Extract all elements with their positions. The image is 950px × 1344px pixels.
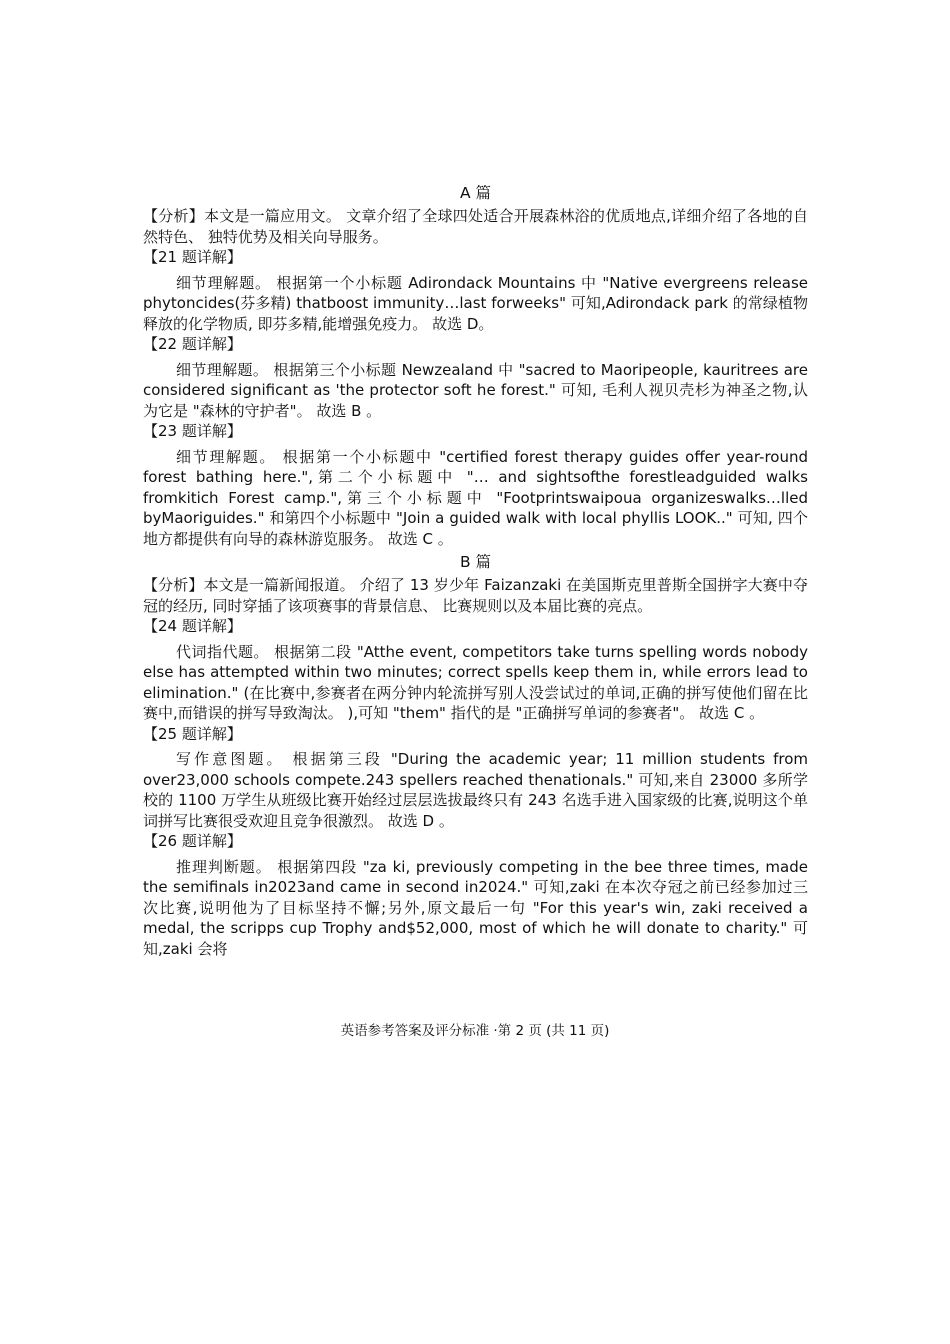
q22-heading: 【22 题详解】 xyxy=(143,335,242,353)
q24-heading: 【24 题详解】 xyxy=(143,617,242,635)
q26-body: 推理判断题。 根据第四段 "za ki, previously competing in the bee three times, made the semifinals in2023and came in second in2024." 可知,zaki 在本次夺冠之前已经参加过三次比赛,说明他为了目标坚持不懈;另外,原文最后一句 "For this year's win, zaki received a medal, the scripps cup Trophy and$52,000, most of which he will donate to charity." 可知,zaki 会将 xyxy=(143,857,808,958)
q21-heading: 【21 题详解】 xyxy=(143,248,242,266)
q26-heading: 【26 题详解】 xyxy=(143,832,242,850)
q22-body: 细节理解题。 根据第三个小标题 Newzealand 中 "sacred to Maoripeople, kauritrees are considered significant as 'the protector soft he forest." 可知, 毛利人视贝壳杉为神圣之物,认为它是 "森林的守护者"。 故选 B 。 xyxy=(143,360,808,420)
q24-body: 代词指代题。 根据第二段 "Atthe event, competitors take turns spelling words nobody else has attempted within two minutes; correct spells keep them in, while errors lead to elimination." (在比赛中,参赛者在两分钟内轮流拼写别人没尝试过的单词,正确的拼写使他们留在比赛中,而错误的拼写导致淘汰。 ),可知 "them" 指代的是 "正确拼写单词的参赛者"。 故选 C 。 xyxy=(143,642,808,722)
q23-body: 细节理解题。 根据第一个小标题中 "certified forest therapy guides offer year-round forest bathing here.",第二个小标题中 "… and sightsofthe forestleadguided walks fromkitich Forest camp.",第三个小标题中 "Footprintswaipoua organizeswalks…lled byMaoriguides." 和第四个小标题中 "Join a guided walk with local phyllis LOOK.." 可知, 四个地方都提供有向导的森林游览服务。 故选 C 。 xyxy=(143,447,808,548)
section-a-title: A 篇 xyxy=(459,184,492,202)
q25-body: 写作意图题。 根据第三段 "During the academic year; 11 million students from over23,000 schools compete.243 spellers reached thenationals." 可知,来自 23000 多所学校的 1100 万学生从班级比赛开始经过层层选拔最终只有 243 名选手进入国家级的比赛,说明这个单词拼写比赛很受欢迎且竞争很激烈。 故选 D 。 xyxy=(143,750,808,830)
page-footer: 英语参考答案及评分标准 ·第 2 页 (共 11 页) xyxy=(340,1023,610,1039)
q23-heading: 【23 题详解】 xyxy=(143,422,242,440)
q21-body: 细节理解题。 根据第一个小标题 Adirondack Mountains 中 "Native evergreens release phytoncides(芬多精) thatboost immunity…last forweeks" 可知,Adirondack park 的常绿植物释放的化学物质, 即芬多精,能增强免疫力。 故选 D。 xyxy=(143,273,808,333)
section-b-title: B 篇 xyxy=(459,553,492,571)
section-b-analysis: 【分析】本文是一篇新闻报道。 介绍了 13 岁少年 Faizanzaki 在美国斯克里普斯全国拼字大赛中夺冠的经历, 同时穿插了该项赛事的背景信息、 比赛规则以及本届比赛的亮点。 xyxy=(143,576,808,615)
answer-page xyxy=(143,180,808,959)
section-a-analysis: 【分析】本文是一篇应用文。 文章介绍了全球四处适合开展森林浴的优质地点,详细介绍了各地的自然特色、 独特优势及相关向导服务。 xyxy=(143,207,808,246)
q25-heading: 【25 题详解】 xyxy=(143,724,242,743)
